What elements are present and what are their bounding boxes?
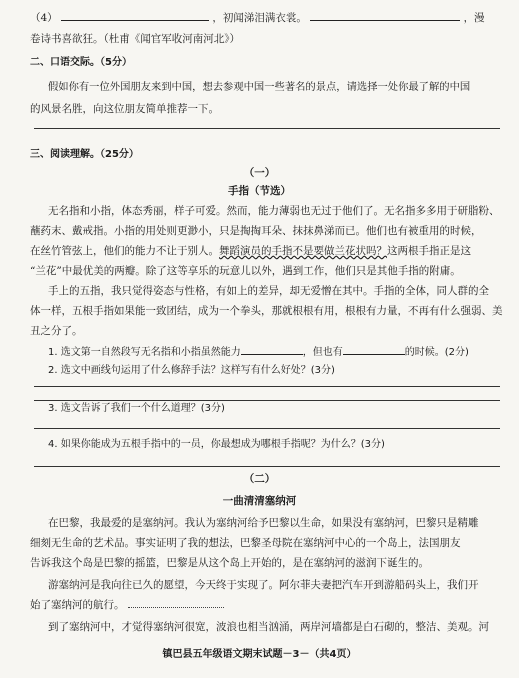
q2-answer-line-2[interactable] <box>34 400 500 401</box>
part2-p2-line-2 <box>30 598 224 612</box>
part1-question-2: 2. 选文中画线句运用了什么修辞手法？这样写有什么好处？(3分) <box>48 365 335 376</box>
q4-text-end: ，漫 <box>463 12 485 24</box>
reading-heading: 三、阅读理解。（25分） <box>30 149 139 160</box>
q4-blank-1[interactable] <box>61 10 209 21</box>
part1-p1-line-4: “兰花”中最优美的两瓣。除了这等享乐的玩意儿以外，遇到工作，他们只是其他手指的附庸。 <box>30 265 461 277</box>
part1-p1-line-2: 蘸药末、戴戒指。小指的用处则更渺小，只是掏掏耳朵、抹抹鼻涕而已。他们也有被重用的时候， <box>30 225 482 237</box>
part1-question-4: 4. 如果你能成为五根手指中的一员，你最想成为哪根手指呢？为什么？(3分) <box>48 439 385 450</box>
oral-heading: 二、口语交际。（5分） <box>30 57 132 68</box>
part2-p1-line-3: 告诉我这个岛是巴黎的摇篮，巴黎是从这个岛上开始的，是在塞纳河的滋润下诞生的。 <box>30 557 429 569</box>
underlined-sentence: 舞蹈演员的手指不是要做兰花状吗？ <box>219 245 387 257</box>
part1-p1-line-3 <box>30 244 471 258</box>
part1-question-1 <box>48 344 469 360</box>
part2-p1-line-1: 在巴黎，我最爱的是塞纳河。我认为塞纳河给予巴黎以生命，如果没有塞纳河，巴黎只是精雕 <box>48 517 479 529</box>
part2-p2-line-2-text: 始了塞纳河的航行。 <box>30 599 125 611</box>
part1-title: 手指（节选） <box>228 185 291 197</box>
part1-p2-line-1: 手上的五指，我只觉得姿态与性格，有如上的差异，却无爱憎在其中。手指的全体，同人群的全 <box>48 285 489 297</box>
q1-text-a: 1. 选文第一自然段写无名指和小指虽然能力 <box>48 347 241 358</box>
part2-p3-line-1: 到了塞纳河中，才觉得塞纳河很宽，波浪也相当汹涌，两岸河墙都是白石砌的，整洁、美观。河 <box>48 621 489 633</box>
q4-text-mid: ，初闻涕泪满衣裳。 <box>212 12 307 24</box>
part2-title: 一曲清清塞纳河 <box>222 495 297 507</box>
q1-blank-1[interactable] <box>241 344 303 355</box>
page-footer: 镇巴县五年级语文期末试题－3－（共4页） <box>162 649 357 660</box>
q2-answer-line-1[interactable] <box>34 386 500 387</box>
part1-p1-line-3-tail: 这两根手指正是这 <box>387 245 471 257</box>
q1-blank-2[interactable] <box>343 344 405 355</box>
part1-p2-line-2: 体一样，五根手指如果能一致团结，成为一个拳头，那就根根有用，根根有力量，不再有什么强弱、美 <box>30 305 503 317</box>
q4-answer-line[interactable] <box>34 466 500 467</box>
q3-answer-line[interactable] <box>34 428 500 429</box>
part2-number: （二） <box>243 473 276 485</box>
q4-blank-2[interactable] <box>310 10 460 21</box>
q4-line <box>30 10 485 25</box>
part2-p1-line-2: 细刻无生命的艺术品。事实证明了我的想法，巴黎圣母院在塞纳河中心的一个岛上，法国朋友 <box>30 537 461 549</box>
q1-text-b: ，但也有 <box>302 347 343 358</box>
part1-p2-line-3: 丑之分了。 <box>30 325 83 337</box>
q4-number: （4） <box>30 12 58 24</box>
part1-p1-line-3-text: 在丝竹管弦上，他们的能力不让于别人。 <box>30 245 219 257</box>
oral-line-1: 假如你有一位外国朋友来到中国，想去参观中国一些著名的景点，请选择一处你最了解的中国 <box>48 81 471 93</box>
part2-p2-line-1: 游塞纳河是我向往已久的愿望，今天终于实现了。阿尔菲夫妻把汽车开到游船码头上，我们开 <box>48 579 479 591</box>
dotted-mark <box>128 598 224 608</box>
oral-answer-line[interactable] <box>34 128 500 129</box>
oral-line-2: 的风景名胜，向这位朋友简单推荐一下。 <box>30 103 219 115</box>
part1-number: （一） <box>243 167 276 179</box>
q1-text-c: 的时候。(2分) <box>404 347 469 358</box>
part1-p1-line-1: 无名指和小指，体态秀丽，样子可爱。然而，能力薄弱也无过于他们了。无名指多多用于研脂粉、 <box>48 205 500 217</box>
q4-continuation: 卷诗书喜欲狂。（杜甫《闻官军收河南河北》） <box>30 33 240 45</box>
part1-question-3: 3. 选文告诉了我们一个什么道理？(3分) <box>48 403 225 414</box>
